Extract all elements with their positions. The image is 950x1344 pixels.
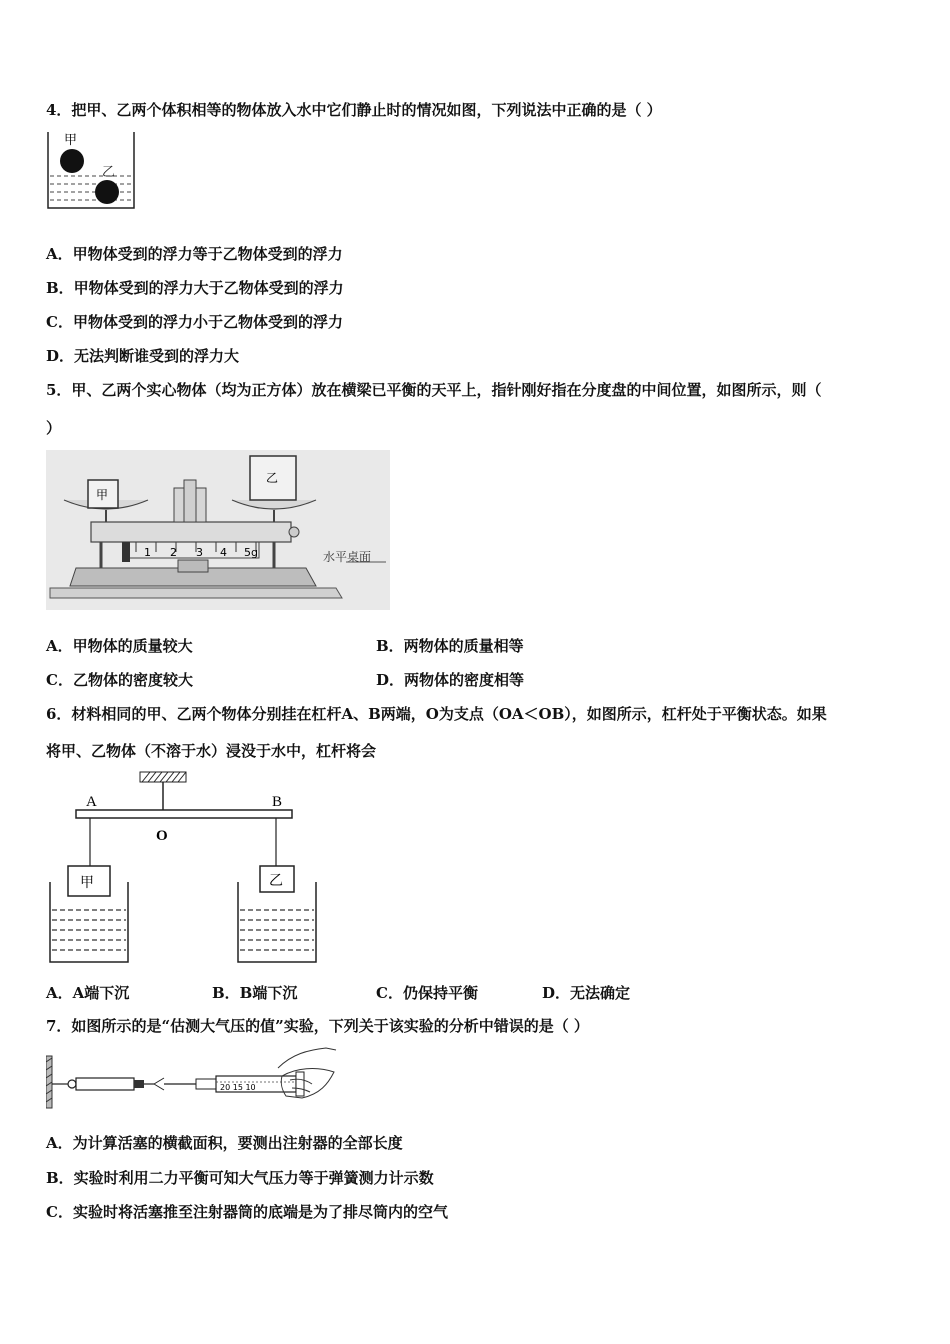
q5-tick-5g: 5g [244,546,258,559]
q6-label-b: B [272,794,283,810]
q5-option-a: A．甲物体的质量较大 [46,637,193,655]
q5-tick-3: 3 [196,546,203,559]
q7-spring-scale [76,1078,134,1090]
q5-option-c: C．乙物体的密度较大 [46,671,193,689]
q6-option-c: C．仍保持平衡 [376,984,478,1002]
q5-stem-line1: 5．甲、乙两个实心物体（均为正方体）放在横梁已平衡的天平上，指针刚好指在分度盘的中间位置，如图所示，则（ [46,381,822,399]
q6-label-yi: 乙 [269,873,283,889]
q5-option-b: B．两物体的质量相等 [376,637,524,655]
q6-option-d: D．无法确定 [542,984,631,1002]
q7-option-c: C．实验时将活塞推至注射器筒的底端是为了排尽筒内的空气 [46,1203,448,1221]
q6-lever-figure [46,770,326,970]
q6-label-a: A [86,794,97,810]
q5-option-d: D．两物体的密度相等 [376,671,525,689]
q6-option-a: A．A端下沉 [46,984,130,1002]
q4-figure [46,128,138,212]
q4-label-yi: 乙 [102,165,116,180]
q6-stem-line2: 将甲、乙物体（不溶于水）浸没于水中，杠杆将会 [46,742,377,760]
q6-label-jia: 甲 [80,875,94,891]
q6-stem-line1: 6．材料相同的甲、乙两个物体分别挂在杠杆A、B两端，O为支点（OA＜OB），如图所示，杠杆处于平衡状态。如果 [46,705,827,723]
q7-option-a: A．为计算活塞的横截面积，要测出注射器的全部长度 [46,1134,403,1152]
q4-option-b: B．甲物体受到的浮力大于乙物体受到的浮力 [46,279,344,297]
q4-option-a: A．甲物体受到的浮力等于乙物体受到的浮力 [46,245,343,263]
q5-label-jia: 甲 [96,488,109,502]
q7-option-b: B．实验时利用二力平衡可知大气压力等于弹簧测力计示数 [46,1169,434,1187]
q5-table-label: 水平桌面 [323,550,372,564]
q4-option-d: D．无法判断谁受到的浮力大 [46,347,240,365]
q4-stem: 4．把甲、乙两个体积相等的物体放入水中它们静止时的情况如图，下列说法中正确的是（ ） [46,101,662,119]
q5-tick-2: 2 [170,546,177,559]
q4-label-jia: 甲 [64,133,78,148]
q6-lever-bar [76,810,292,818]
q6-option-b: B．B端下沉 [212,984,298,1002]
q4-option-c: C．甲物体受到的浮力小于乙物体受到的浮力 [46,313,343,331]
q4-ball-yi [95,180,119,204]
q6-label-o: O [156,828,168,844]
q5-tick-4: 4 [220,546,227,559]
q5-balance-figure [46,450,390,610]
q5-tick-1: 1 [144,546,151,559]
q4-ball-jia [60,149,84,173]
q7-stem: 7．如图所示的是“估测大气压的值”实验，下列关于该实验的分析中错误的是（ ） [46,1017,589,1035]
q7-scale-label: 20 15 10 [220,1083,256,1092]
q5-label-yi: 乙 [266,471,279,485]
q5-stem-line2: ） [46,419,62,437]
q7-syringe-figure [46,1046,338,1110]
